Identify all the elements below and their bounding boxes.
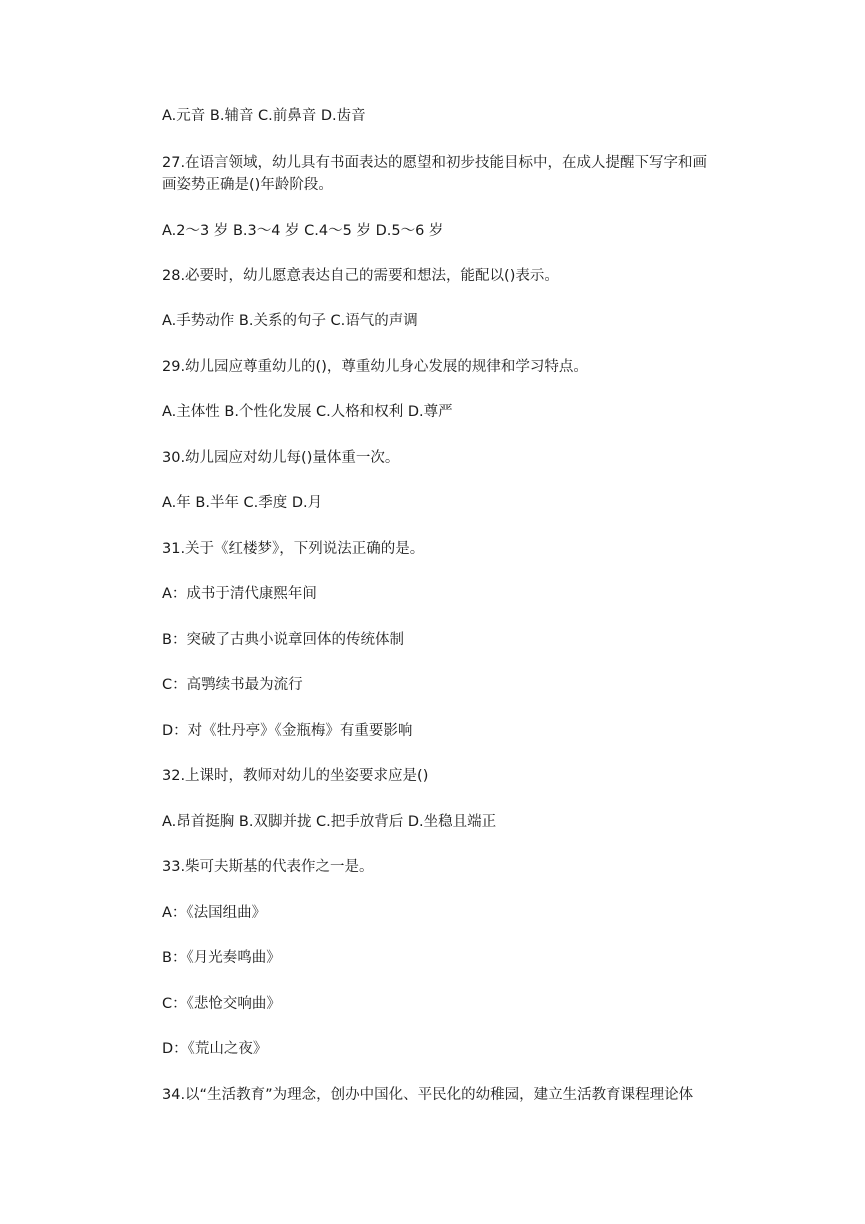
q31-option-c: C：高鹗续书最为流行 (162, 677, 303, 693)
q33-stem: 33.柴可夫斯基的代表作之一是。 (162, 859, 374, 875)
q31-stem: 31.关于《红楼梦》，下列说法正确的是。 (162, 541, 425, 557)
q30-options: A.年 B.半年 C.季度 D.月 (162, 495, 323, 511)
q29-stem: 29.幼儿园应尊重幼儿的()，尊重幼儿身心发展的规律和学习特点。 (162, 359, 588, 375)
q33-option-b: B：《月光奏鸣曲》 (162, 950, 281, 966)
q34-stem: 34.以“生活教育”为理念，创办中国化、平民化的幼稚园，建立生活教育课程理论体 (162, 1087, 694, 1103)
q27-options: A.2～3 岁 B.3～4 岁 C.4～5 岁 D.5～6 岁 (162, 223, 444, 239)
q31-option-a: A：成书于清代康熙年间 (162, 586, 317, 602)
q28-options: A.手势动作 B.关系的句子 C.语气的声调 (162, 313, 418, 329)
q27-stem-line2: 画姿势正确是()年龄阶段。 (162, 177, 333, 193)
q31-option-b: B：突破了古典小说章回体的传统体制 (162, 632, 404, 648)
q30-stem: 30.幼儿园应对幼儿每()量体重一次。 (162, 450, 400, 466)
q32-stem: 32.上课时，教师对幼儿的坐姿要求应是() (162, 768, 429, 784)
q33-option-d: D：《荒山之夜》 (162, 1041, 268, 1057)
q33-option-a: A：《法国组曲》 (162, 905, 267, 921)
q33-option-c: C：《悲怆交响曲》 (162, 996, 281, 1012)
q26-options: A.元音 B.辅音 C.前鼻音 D.齿音 (162, 108, 366, 124)
q28-stem: 28.必要时，幼儿愿意表达自己的需要和想法，能配以()表示。 (162, 268, 559, 284)
q31-option-d: D：对《牡丹亭》《金瓶梅》有重要影响 (162, 723, 413, 739)
q27-stem-line1: 27.在语言领域，幼儿具有书面表达的愿望和初步技能目标中，在成人提醒下写字和画 (162, 155, 708, 171)
q32-options: A.昂首挺胸 B.双脚并拢 C.把手放背后 D.坐稳且端正 (162, 814, 497, 830)
q29-options: A.主体性 B.个性化发展 C.人格和权利 D.尊严 (162, 404, 453, 420)
